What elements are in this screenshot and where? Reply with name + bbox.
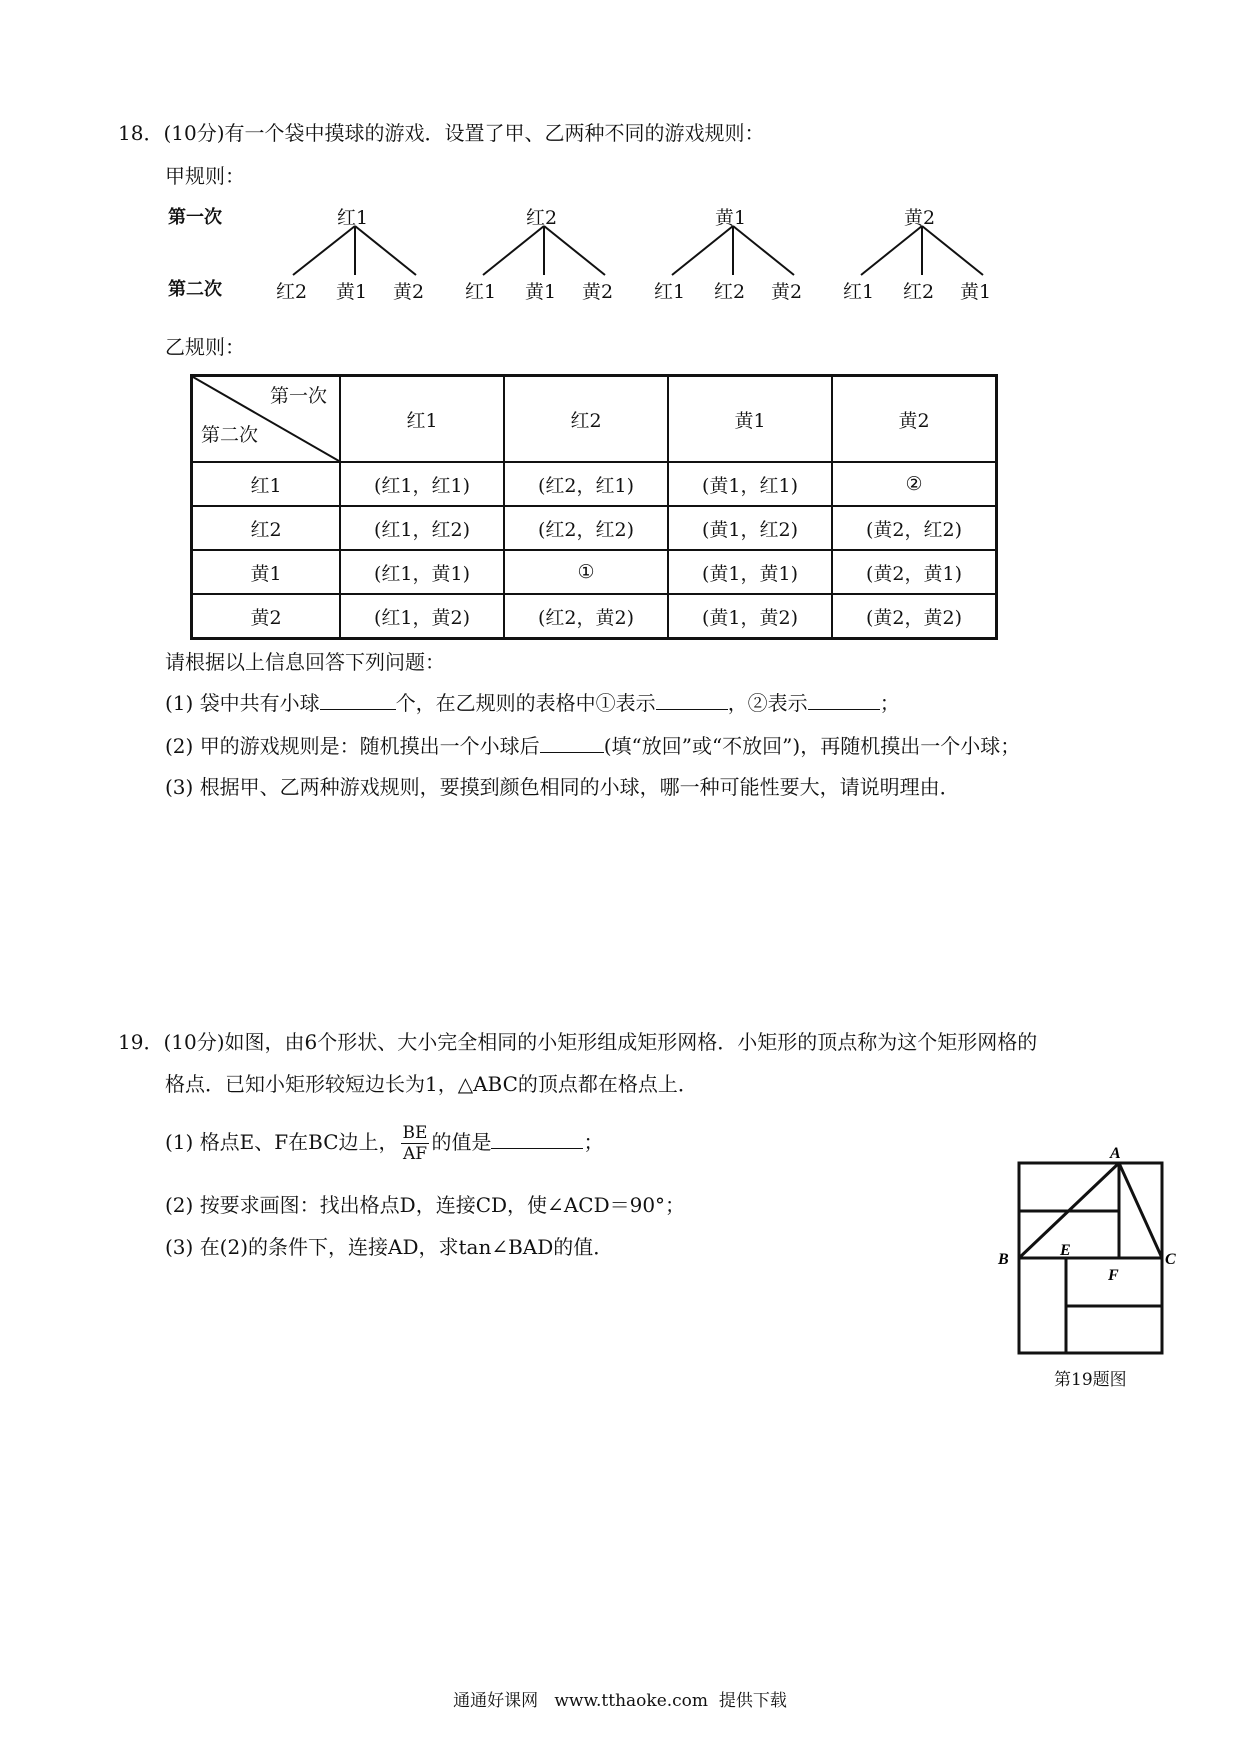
tree-child-1-3: 黄2 [393,281,425,303]
q18-sub1-text-c: ，②表示 [727,691,808,715]
corner-top-label: 第一次 [269,385,327,407]
row-header: 黄1 [192,550,341,594]
answer-blank-ball-count[interactable] [320,691,396,710]
q19-sub1-text-c: ； [583,1130,604,1154]
tree-child-3-1: 红1 [654,281,686,303]
table-cell: ① [504,550,668,594]
tree-child-4-2: 红2 [903,281,935,303]
figure-caption: 第19题图 [1054,1370,1127,1390]
tree-row2-label: 第二次 [168,279,222,300]
q19-line1: 19．(10分)如图，由6个形状、大小完全相同的小矩形组成矩形网格．小矩形的顶点称为这个矩形网格的 [118,1030,1038,1054]
fraction-numerator: BE [402,1123,428,1143]
column-header: 黄2 [832,376,997,463]
tree-child-1-1: 红2 [276,281,308,303]
fraction-be-over-af [401,1123,430,1164]
answer-blank-replace[interactable] [540,734,604,753]
table-cell: (黄2，黄1) [832,550,997,594]
q18-sub2-text-b: (填“放回”或“不放回”)，再随机摸出一个小球； [603,734,1021,758]
jia-rule-label: 甲规则： [165,164,245,188]
row-header: 黄2 [192,594,341,639]
tree-child-3-2: 红2 [714,281,746,303]
table-row [192,462,997,506]
q18-sub2-text-a: (2) 甲的游戏规则是：随机摸出一个小球后 [165,734,540,758]
corner-bottom-label: 第二次 [201,424,259,446]
table-cell: (黄1，黄2) [668,594,832,639]
yi-rule-table [190,374,998,640]
tree-row1-label: 第一次 [168,207,222,228]
q18-sub1 [165,690,900,716]
table-cell: (黄2，红2) [832,506,997,550]
column-header: 黄1 [668,376,832,463]
q19-sub1-text-b: 的值是 [431,1130,492,1154]
q18-sub1-text-d: ； [879,691,900,715]
table-cell: (红2，红1) [504,462,668,506]
table-cell: (红2，红2) [504,506,668,550]
q19-sub2: (2) 按要求画图：找出格点D，连接CD，使∠ACD＝90°； [165,1193,686,1217]
tree-diagram-lines [0,0,1240,320]
figure-label-f: F [1108,1267,1119,1284]
table-cell: (黄1，红2) [668,506,832,550]
figure-label-a: A [1110,1145,1121,1162]
tree-child-2-3: 黄2 [582,281,614,303]
table-cell: (红1，黄2) [340,594,504,639]
q19-sub3: (3) 在(2)的条件下，连接AD，求tan∠BAD的值． [165,1235,614,1259]
column-header: 红2 [504,376,668,463]
figure-label-c: C [1165,1251,1176,1268]
answer-blank-circle-2[interactable] [808,691,880,710]
tree-top-node-2: 红2 [526,207,558,229]
q18-title: 18．(10分)有一个袋中摸球的游戏．设置了甲、乙两种不同的游戏规则： [118,121,765,145]
row-header: 红2 [192,506,341,550]
table-cell: (红1，红2) [340,506,504,550]
table-cell: (黄2，黄2) [832,594,997,639]
page-footer: 通通好课网 www.tthaoke.com 提供下载 [453,1691,787,1711]
fraction-denominator: AF [402,1144,428,1164]
figure-label-b: B [998,1251,1009,1268]
q18-sub3: (3) 根据甲、乙两种游戏规则，要摸到颜色相同的小球，哪一种可能性要大，请说明理由． [165,775,960,799]
tree-top-node-3: 黄1 [715,207,747,229]
answer-blank-circle-1[interactable] [656,691,728,710]
table-cell: (红1，红1) [340,462,504,506]
tree-child-3-3: 黄2 [771,281,803,303]
q18-sub1-text-b: 个，在乙规则的表格中①表示 [395,691,656,715]
tree-top-node-4: 黄2 [904,207,936,229]
tree-child-4-3: 黄1 [960,281,992,303]
row-header: 红1 [192,462,341,506]
tree-child-2-2: 黄1 [525,281,557,303]
figure-label-e: E [1060,1242,1071,1259]
tree-child-4-1: 红1 [843,281,875,303]
tree-child-1-2: 黄1 [336,281,368,303]
table-row [192,550,997,594]
q19-figure [990,1140,1190,1380]
yi-rule-label: 乙规则： [165,335,245,359]
q19-line2: 格点．已知小矩形较短边长为1，△ABC的顶点都在格点上． [165,1072,698,1096]
q18-sub1-text-a: (1) 袋中共有小球 [165,691,320,715]
q18-prompt: 请根据以上信息回答下列问题： [165,650,445,674]
table-corner-cell [192,376,341,463]
table-cell: (红1，黄1) [340,550,504,594]
table-cell: (红2，黄2) [504,594,668,639]
q19-sub1-text-a: (1) 格点E、F在BC边上， [165,1130,399,1154]
q19-sub1 [165,1118,603,1166]
table-row [192,594,997,639]
table-cell: (黄1，红1) [668,462,832,506]
table-cell: (黄1，黄1) [668,550,832,594]
table-row [192,506,997,550]
tree-child-2-1: 红1 [465,281,497,303]
answer-blank-ratio[interactable] [491,1130,583,1149]
table-cell: ② [832,462,997,506]
tree-top-node-1: 红1 [337,207,369,229]
column-header: 红1 [340,376,504,463]
q18-sub2 [165,733,1020,759]
